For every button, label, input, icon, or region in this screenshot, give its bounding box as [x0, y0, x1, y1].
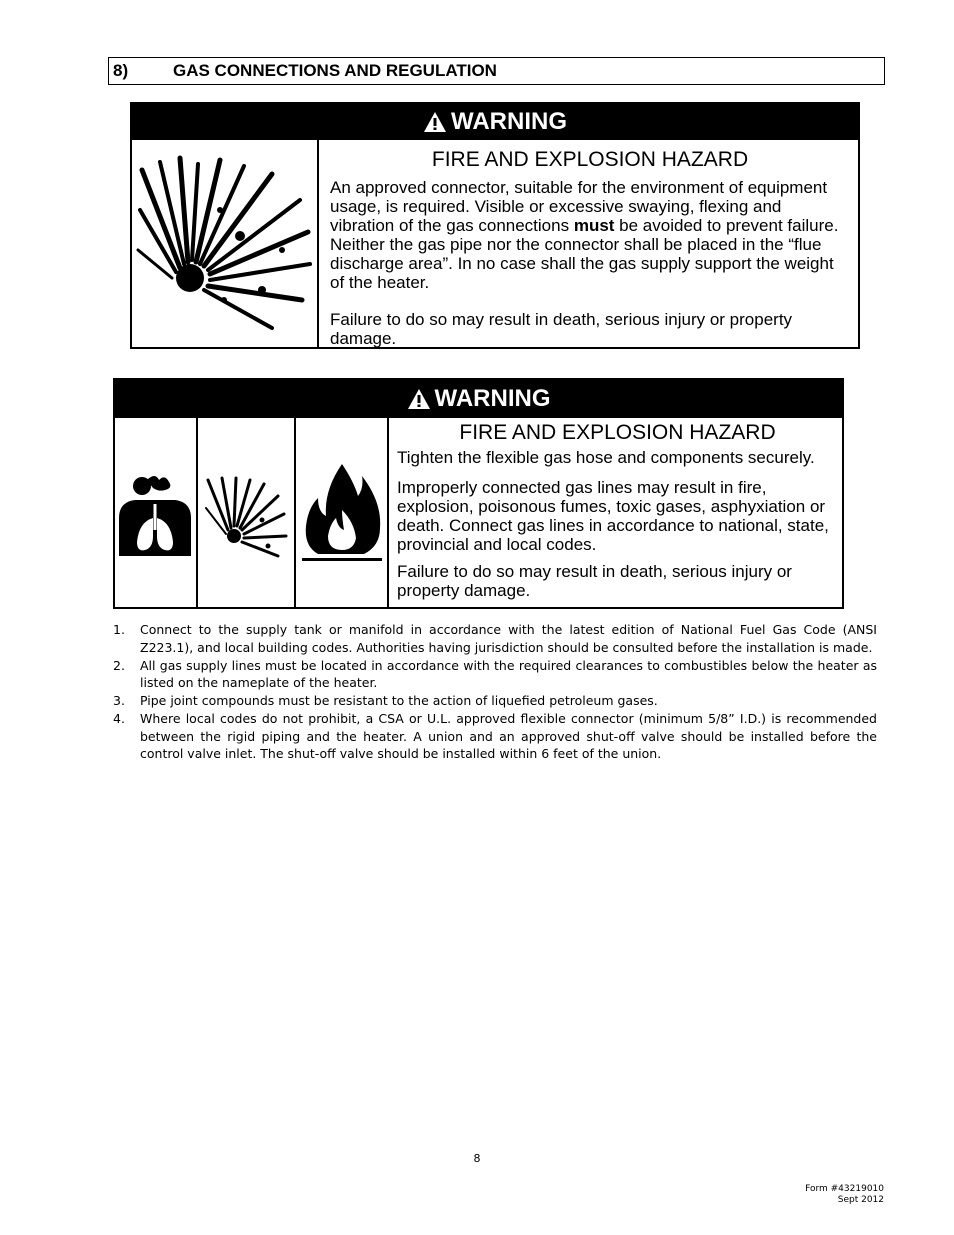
toxic-pictogram	[115, 418, 198, 607]
warning-header	[132, 104, 858, 140]
warning-triangle-icon	[423, 111, 447, 133]
form-footer	[805, 1184, 884, 1206]
form-date: Sept 2012	[837, 1195, 884, 1205]
list-number: 4.	[113, 711, 125, 726]
warning-consequence: Failure to do so may result in death, serious injury or property damage.	[330, 310, 793, 348]
list-text: Connect to the supply tank or manifold in accordance with the latest edition of National Fuel Gas Code (ANSI Z223.1), and local building codes. Authorities having jurisdiction should be consulted before the installation is made.	[140, 622, 877, 655]
list-text: Where local codes do not prohibit, a CSA or U.L. approved flexible connector (minimum 5/8” I.D.) is recommended between the rigid piping and the heater. A union and an approved shut-off valve should be installed before the control valve inlet. The shut-off valve should be installed within 6 feet of the union.	[140, 711, 877, 761]
warning-paragraph-2: Improperly connected gas lines may result in fire, explosion, poisonous fumes, toxic gases, asphyxiation or death. Connect gas lines in accordance to national, state, provincial and local codes.	[397, 478, 829, 554]
list-number: 2.	[113, 657, 125, 673]
page-number: 8	[473, 1152, 481, 1165]
list-text: All gas supply lines must be located in accordance with the required clearances to combustibles below the heater as listed on the nameplate of the heater.	[140, 657, 877, 690]
hazard-title: FIRE AND EXPLOSION HAZARD	[431, 148, 749, 171]
warning-triangle-icon	[407, 388, 431, 410]
flame-pictogram	[296, 418, 389, 607]
list-item	[113, 621, 877, 656]
list-number: 1.	[113, 622, 125, 637]
warning-paragraph: An approved connector, suitable for the environment of equipment usage, is required. Visible or excessive swaying, flexing and vibration of the gas connections must be avoided to prevent failure. Neither the gas pipe nor the connector shall be placed in the “flue discharge area”. In no case shall the gas supply support the weight of the heater.	[330, 178, 839, 292]
explosion-pictogram	[198, 418, 296, 607]
list-item	[113, 692, 877, 710]
section-title: GAS CONNECTIONS AND REGULATION	[173, 61, 497, 80]
list-number: 3.	[113, 693, 125, 708]
list-item	[113, 657, 877, 692]
list-item	[113, 710, 877, 763]
warning-box-1	[130, 102, 860, 349]
form-number: Form #43219010	[805, 1184, 884, 1194]
hazard-title: FIRE AND EXPLOSION HAZARD	[459, 421, 776, 444]
warning-box-2	[113, 378, 844, 609]
instruction-list	[113, 621, 877, 763]
warning-header	[115, 380, 842, 418]
explosion-icon	[132, 330, 317, 349]
list-text: Pipe joint compounds must be resistant to the action of liquefied petroleum gases.	[140, 693, 658, 708]
explosion-icon	[198, 590, 294, 609]
section-header	[108, 57, 885, 85]
section-number: 8)	[113, 61, 129, 80]
warning-paragraph-1: Tighten the flexible gas hose and components securely.	[397, 448, 815, 467]
toxic-inhalation-icon	[115, 590, 196, 609]
warning-consequence: Failure to do so may result in death, serious injury or property damage.	[397, 562, 792, 600]
warning-label: WARNING	[434, 385, 551, 412]
explosion-pictogram	[132, 140, 319, 347]
flame-icon	[296, 590, 387, 609]
warning-label: WARNING	[451, 108, 567, 135]
